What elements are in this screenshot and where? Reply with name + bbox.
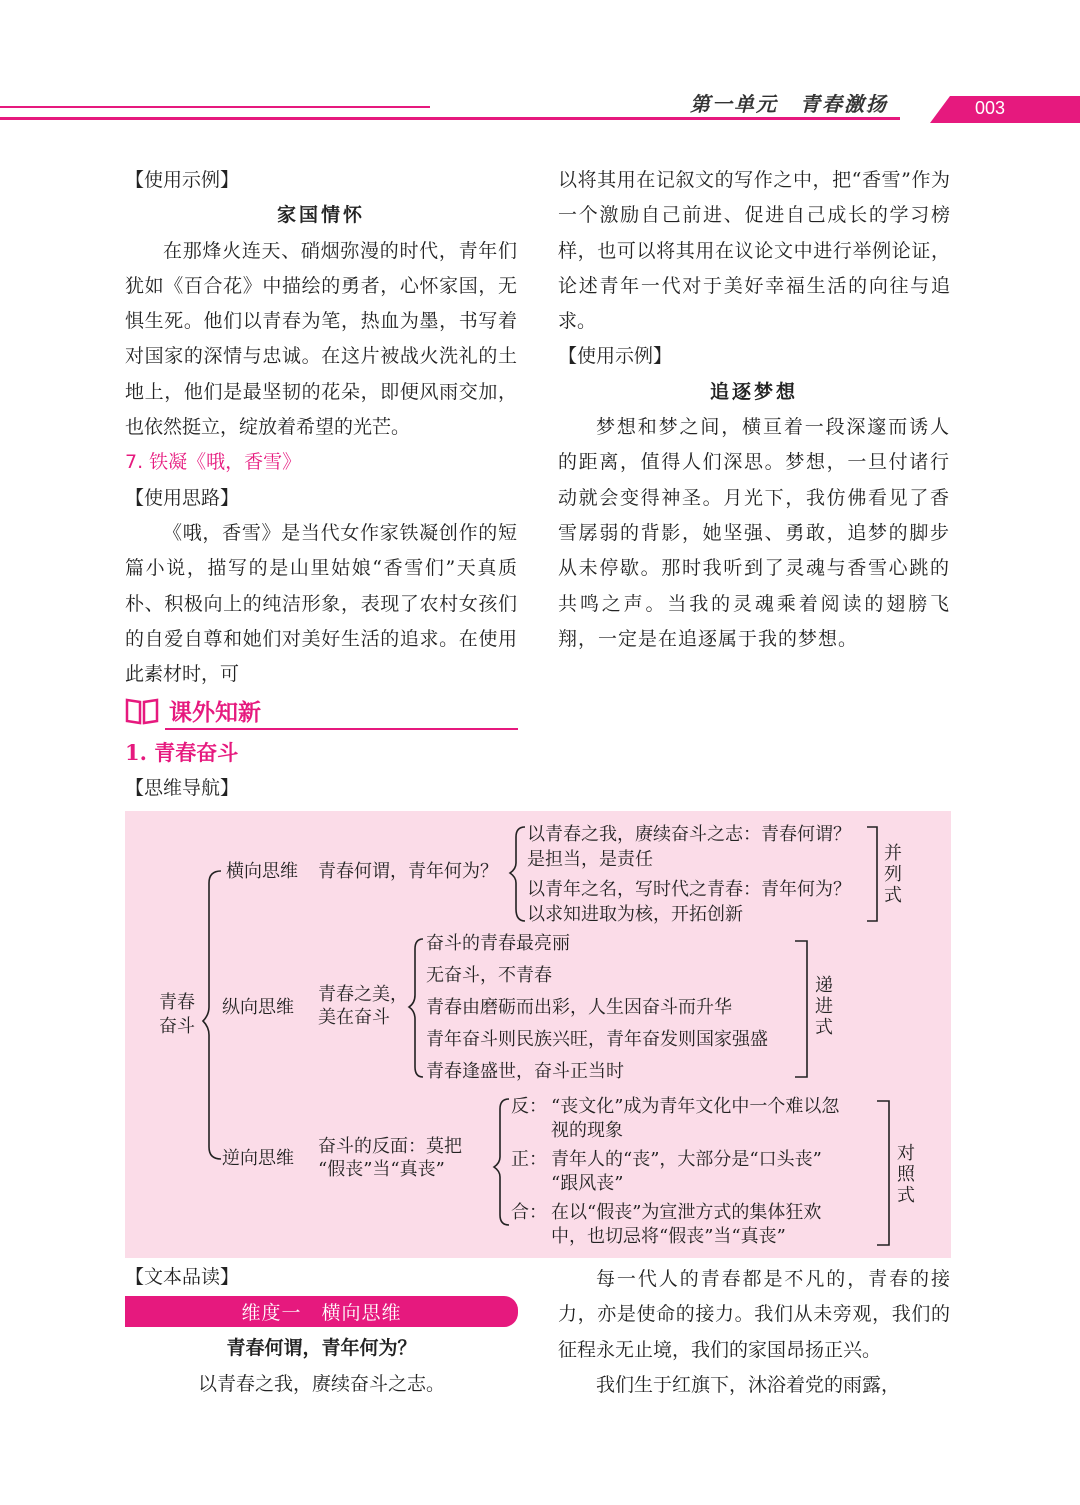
horizontal-item-1: 以青春之我，赓续奋斗之志：青春何谓？ — [527, 824, 851, 845]
example-text: 在那烽火连天、硝烟弥漫的时代，青年们犹如《百合花》中描绘的勇者，心怀家国，无惧生死。他们以青春为笔，热血为墨，书写着对国家的深情与忠诚。在这片被战火洗礼的土地上，他们是最坚韧的花朵，即便风雨交加，也依然挺立，绽放着希望的光芒。 — [125, 239, 517, 439]
reading-label: 【文本品读】 — [125, 1266, 240, 1288]
page-number: 003 — [975, 98, 1006, 118]
example-label-2: 【使用示例】 — [558, 345, 673, 368]
horizontal-style: 并列式 — [884, 843, 902, 906]
reading-para-2: 我们生于红旗下，沐浴着党的雨露， — [596, 1373, 901, 1396]
reading-title: 青春何谓，青年何为？ — [226, 1337, 417, 1359]
mindmap — [125, 811, 951, 1258]
reverse-tag-1: 反： — [511, 1096, 547, 1117]
right-column — [558, 163, 950, 657]
dimension-title: 维度一 横向思维 — [241, 1302, 402, 1324]
continued-text: 以将其用在记叙文的写作之中，把“香雪”作为一个激励自己前进、促进自己成长的学习榜样，也可以将其用在议论文中进行举例论证，论述青年一代对于美好幸福生活的向往与追求。 — [558, 169, 950, 333]
horizontal-item-3: 以青年之名，写时代之青春：青年何为？ — [527, 879, 851, 900]
vertical-item-5: 青春逢盛世，奋斗正当时 — [426, 1061, 624, 1082]
reading-line: 以青春之我，赓续奋斗之志。 — [197, 1373, 445, 1395]
example-title: 家国情怀 — [276, 204, 365, 227]
vertical-theme-2: 美在奋斗 — [318, 1007, 390, 1028]
approach-text: 《哦，香雪》是当代女作家铁凝创作的短篇小说，描写的是山里姑娘“香雪们”天真质朴、积极向上的纯洁形象，表现了农村女孩们的自爱自尊和她们对美好生活的追求。在使用此素材时，可 — [125, 521, 517, 686]
reverse-tag-2: 正： — [511, 1149, 547, 1170]
example-label: 【使用示例】 — [125, 169, 240, 191]
vertical-item-4: 青年奋斗则民族兴旺，青年奋发则国家强盛 — [426, 1029, 768, 1050]
reverse-theme-1: 奋斗的反面：莫把 — [318, 1136, 462, 1157]
reverse-item-1b: 视的现象 — [551, 1120, 623, 1141]
reverse-item-3b: 中，也切忌将“假丧”当“真丧” — [551, 1226, 786, 1247]
header-rule-thick — [0, 117, 900, 120]
horizontal-label: 横向思维 — [226, 861, 298, 882]
unit-title: 第一单元 青春激扬 — [690, 92, 888, 116]
horizontal-item-4: 以求知进取为核，开拓创新 — [527, 904, 743, 925]
example-title-2: 追逐梦想 — [709, 380, 798, 403]
section-header — [125, 694, 518, 730]
reverse-item-1a: “丧文化”成为青年文化中一个难以忽 — [551, 1096, 840, 1117]
section-title: 课外知新 — [169, 699, 261, 726]
reverse-item-2b: “跟风丧” — [551, 1173, 624, 1194]
vertical-item-3: 青春由磨砺而出彩，人生因奋斗而升华 — [426, 997, 732, 1018]
header-rule-thin — [0, 106, 430, 108]
reverse-tag-3: 合： — [511, 1202, 547, 1223]
topic-heading: 1. 青春奋斗 — [125, 740, 239, 765]
item-7-heading: 7. 铁凝《哦，香雪》 — [125, 451, 302, 474]
vertical-label: 纵向思维 — [222, 997, 294, 1018]
left-column — [125, 163, 517, 692]
section-rule — [165, 728, 518, 730]
reverse-theme-2: “假丧”当“真丧” — [318, 1159, 445, 1180]
mindmap-label: 【思维导航】 — [125, 777, 240, 799]
reading-right — [558, 1262, 950, 1403]
mindmap-root: 青春奋斗 — [159, 992, 195, 1037]
reverse-label: 逆向思维 — [222, 1148, 294, 1169]
example-text-2: 梦想和梦之间，横亘着一段深邃而诱人的距离，值得人们深思。梦想，一旦付诸行动就会变得神圣。月光下，我仿佛看见了香雪孱弱的背影，她坚强、勇敢，追梦的脚步从未停歇。那时我听到了灵魂与香雪心跳的共鸣之声。当我的灵魂乘着阅读的翅膀飞翔，一定是在追逐属于我的梦想。 — [558, 416, 950, 650]
vertical-style: 递进式 — [815, 975, 833, 1038]
reverse-item-3a: 在以“假丧”为宣泄方式的集体狂欢 — [551, 1202, 822, 1223]
approach-label: 【使用思路】 — [125, 486, 240, 509]
horizontal-question: 青春何谓，青年何为？ — [318, 861, 498, 882]
reverse-style: 对照式 — [897, 1143, 915, 1206]
reading-para-1: 每一代人的青春都是不凡的，青春的接力，亦是使命的接力。我们从未旁观，我们的征程永无止境，我们的家国昂扬正兴。 — [558, 1268, 950, 1361]
horizontal-item-2: 是担当，是责任 — [527, 849, 653, 870]
book-icon — [125, 697, 159, 725]
reverse-item-2a: 青年人的“丧”，大部分是“口头丧” — [551, 1149, 822, 1170]
vertical-theme-1: 青春之美， — [318, 984, 408, 1005]
vertical-item-2: 无奋斗，不青春 — [426, 965, 552, 986]
vertical-item-1: 奋斗的青春最亮丽 — [426, 933, 570, 954]
